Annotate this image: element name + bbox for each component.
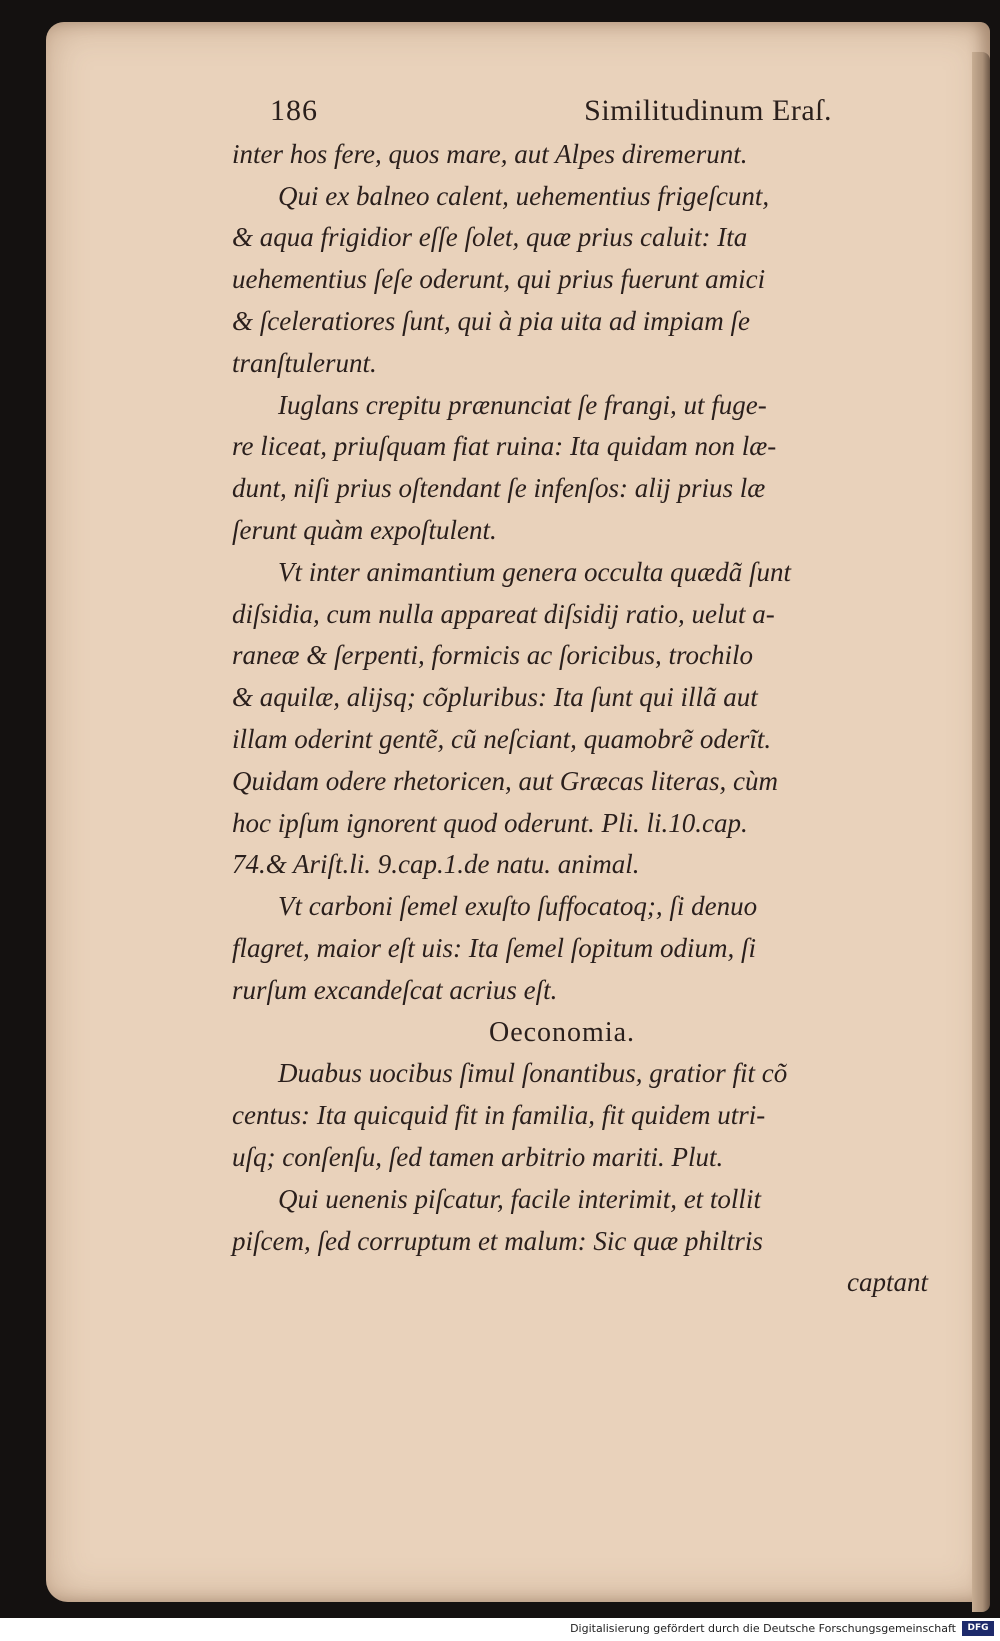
text-line: Vt inter animantium genera occulta quædã ſunt bbox=[278, 556, 791, 587]
page-number: 186 bbox=[270, 94, 318, 127]
text-line: rurſum excandeſcat acrius eſt. bbox=[232, 974, 558, 1005]
text-line: Iuglans crepitu prænunciat ſe frangi, ut fuge- bbox=[278, 389, 767, 420]
text-line: flagret, maior eſt uis: Ita ſemel ſopitum odium, ſi bbox=[232, 932, 756, 963]
footer-bar bbox=[0, 1618, 1000, 1641]
text-line: Vt carboni ſemel exuſto ſuffocatoq;, ſi denuo bbox=[278, 891, 758, 922]
funding-credit: Digitalisierung gefördert durch die Deutsche Forschungsgemeinschaft bbox=[570, 1622, 956, 1635]
text-line: ſerunt quàm expoſtulent. bbox=[232, 514, 497, 545]
text-line: raneæ & ſerpenti, formicis ac ſoricibus, trochilo bbox=[232, 640, 753, 671]
page-edge bbox=[972, 52, 990, 1612]
text-line: dunt, niſi prius oſtendant ſe infenſos: alij prius læ bbox=[232, 473, 766, 504]
running-title: Similitudinum Eraſ. bbox=[584, 94, 832, 127]
text-line: centus: Ita quicquid fit in familia, fit quidem utri- bbox=[232, 1100, 766, 1131]
text-line: Qui uenenis piſcatur, facile interimit, et tollit bbox=[278, 1183, 761, 1214]
section-heading: Oeconomia. bbox=[488, 1016, 636, 1048]
text-line: illam oderint gentẽ, cũ neſciant, quamobrẽ oderĩt. bbox=[232, 723, 772, 754]
page-header bbox=[232, 90, 892, 132]
text-line: & aqua frigidior eſſe ſolet, quæ prius caluit: Ita bbox=[232, 222, 748, 253]
text-line: & ſceleratiores ſunt, qui à pia uita ad impiam ſe bbox=[232, 305, 750, 336]
text-line: Qui ex balneo calent, uehementius frigeſcunt, bbox=[278, 180, 770, 211]
text-line: hoc ipſum ignorent quod oderunt. Pli. li.10.cap. bbox=[232, 807, 748, 838]
dfg-logo: DFG bbox=[962, 1621, 994, 1636]
text-line: Quidam odere rhetoricen, aut Græcas literas, cùm bbox=[232, 765, 778, 796]
text-block bbox=[232, 90, 928, 1304]
text-line: & aquilæ, alijsq; cõpluribus: Ita ſunt qui illã aut bbox=[232, 682, 758, 713]
text-line: tranſtulerunt. bbox=[232, 347, 377, 378]
text-line: piſcem, ſed corruptum et malum: Sic quæ philtris bbox=[232, 1225, 763, 1256]
text-line: uehementius ſeſe oderunt, qui prius fuerunt amici bbox=[232, 264, 766, 295]
text-line: re liceat, priuſquam fiat ruina: Ita quidam non læ- bbox=[232, 431, 777, 462]
text-line: Duabus uocibus ſimul ſonantibus, gratior fit cõ bbox=[278, 1058, 788, 1089]
catchword: captant bbox=[847, 1267, 928, 1298]
text-line: uſq; conſenſu, ſed tamen arbitrio mariti. Plut. bbox=[232, 1141, 724, 1172]
text-line: inter hos fere, quos mare, aut Alpes diremerunt. bbox=[232, 138, 748, 169]
text-line: diſsidia, cum nulla appareat diſsidij ratio, uelut a- bbox=[232, 598, 775, 629]
text-line: 74.& Ariſt.li. 9.cap.1.de natu. animal. bbox=[232, 849, 640, 880]
